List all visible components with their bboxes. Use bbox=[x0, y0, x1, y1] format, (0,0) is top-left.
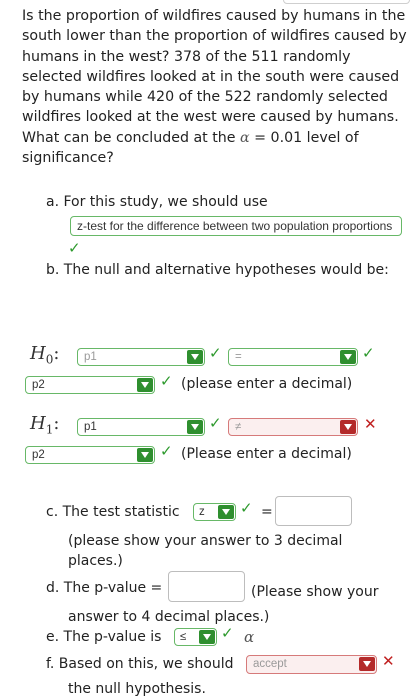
test-statistic-select[interactable] bbox=[193, 503, 236, 521]
h0-operator-check-icon: ✓ bbox=[362, 344, 375, 362]
test-type-select[interactable] bbox=[70, 216, 402, 236]
part-d-note: (Please show your answer to 4 decimal places.) bbox=[68, 584, 379, 625]
h1-operator-select[interactable] bbox=[228, 418, 358, 436]
h1-left-check-icon: ✓ bbox=[209, 414, 222, 432]
h0-left-check-icon: ✓ bbox=[209, 344, 222, 362]
part-e-alpha: α bbox=[244, 628, 255, 646]
h1-operator-value: ≠ bbox=[235, 421, 242, 433]
chevron-down-icon bbox=[137, 448, 153, 462]
part-f-x-icon: ✕ bbox=[382, 652, 395, 670]
h0-right-value: p2 bbox=[32, 379, 45, 391]
h0-right-select[interactable] bbox=[25, 376, 155, 394]
part-c-label: c. The test statistic bbox=[46, 504, 180, 520]
part-f-label: f. Based on this, we should bbox=[46, 656, 234, 672]
part-d-label: d. The p-value = bbox=[46, 580, 163, 596]
h0-operator-value: = bbox=[235, 351, 242, 363]
h1-right-select[interactable] bbox=[25, 446, 155, 464]
h1-note: (Please enter a decimal) bbox=[181, 446, 352, 462]
question-body: Is the proportion of wildfires caused by humans in the south lower than the proportion of wildfires caused by humans in the west? 378 of the 511 randomly selected wildfires looked at in the south were caused by humans while 420 of the 522 randomly selected wildfires looked at the west were caused by humans. What can be concluded at the bbox=[22, 8, 407, 146]
question-text bbox=[22, 6, 412, 168]
decision-value: accept bbox=[253, 658, 287, 670]
h0-note: (please enter a decimal) bbox=[181, 376, 353, 392]
part-e-label: e. The p-value is bbox=[46, 629, 162, 645]
previous-answer-box bbox=[283, 0, 410, 4]
h0-operator-select[interactable] bbox=[228, 348, 358, 366]
p-value-comparison-value: ≤ bbox=[180, 631, 187, 643]
part-b-label: b. The null and alternative hypotheses would be: bbox=[46, 262, 389, 278]
p-value-comparison-select[interactable] bbox=[174, 628, 217, 646]
question-end: = 0.01 level of significance? bbox=[22, 129, 359, 167]
part-f-tail: the null hypothesis. bbox=[68, 681, 206, 697]
h1-label: $H_1$: bbox=[30, 413, 60, 437]
test-statistic-value: z bbox=[199, 506, 205, 518]
part-c-equals: = bbox=[261, 504, 273, 520]
chevron-down-icon bbox=[340, 420, 356, 434]
part-c-check-icon: ✓ bbox=[240, 499, 253, 517]
h1-right-check-icon: ✓ bbox=[160, 442, 173, 460]
part-e-check-icon: ✓ bbox=[221, 624, 234, 642]
h0-right-check-icon: ✓ bbox=[160, 372, 173, 390]
chevron-down-icon bbox=[137, 378, 153, 392]
alpha-symbol: α bbox=[240, 129, 250, 146]
chevron-down-icon bbox=[199, 630, 215, 644]
part-a-label: a. For this study, we should use bbox=[46, 194, 268, 210]
test-type-value: z-test for the difference between two population proportions bbox=[77, 219, 393, 233]
h1-left-select[interactable] bbox=[77, 418, 205, 436]
part-a-check-icon: ✓ bbox=[68, 239, 81, 257]
h1-left-value: p1 bbox=[84, 421, 97, 433]
chevron-down-icon bbox=[187, 350, 203, 364]
h1-operator-x-icon: ✕ bbox=[364, 415, 377, 433]
chevron-down-icon bbox=[340, 350, 356, 364]
h0-label: $H_0$: bbox=[30, 343, 60, 367]
test-statistic-input[interactable] bbox=[275, 496, 352, 526]
decision-select[interactable] bbox=[246, 655, 377, 674]
chevron-down-icon bbox=[187, 420, 203, 434]
part-c-note: (please show your answer to 3 decimal places.) bbox=[68, 533, 343, 569]
chevron-down-icon bbox=[359, 657, 375, 671]
chevron-down-icon bbox=[218, 505, 234, 519]
h0-left-select[interactable] bbox=[77, 348, 205, 366]
h0-left-value: p1 bbox=[84, 351, 97, 363]
h1-right-value: p2 bbox=[32, 449, 45, 461]
